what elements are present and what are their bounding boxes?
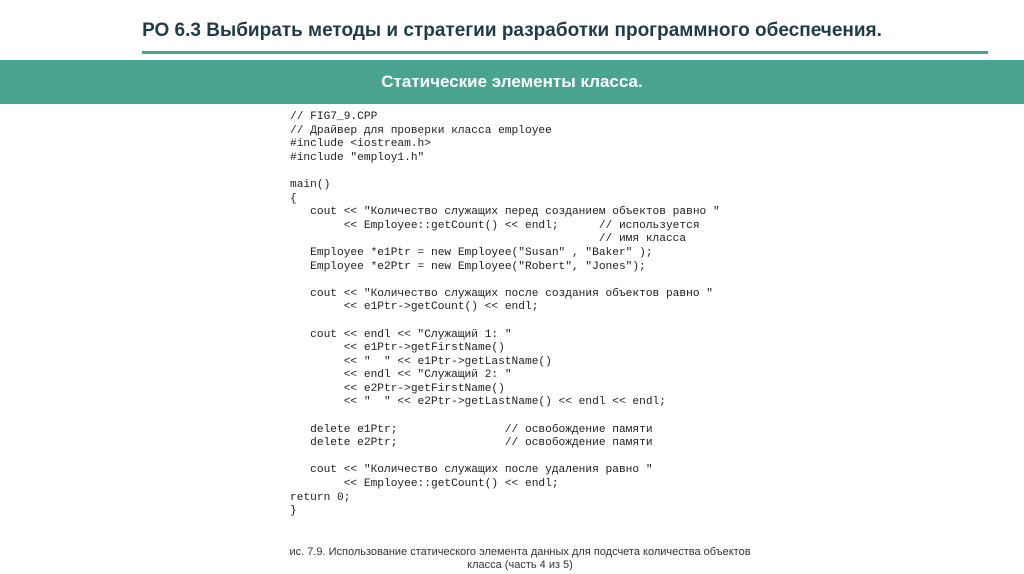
code-line: // Драйвер для проверки класса employee: [290, 124, 552, 137]
code-line: << endl << "Служащий 2: ": [290, 369, 512, 382]
code-line: return 0;: [290, 491, 351, 504]
code-line: Employee *e1Ptr = new Employee("Susan" , "Baker" );: [290, 246, 653, 259]
code-line: [290, 410, 720, 424]
code-line: cout << "Количество служащих перед созданием объектов равно ": [290, 206, 720, 219]
figure-caption-line-2: класса (часть 4 из 5): [467, 559, 573, 571]
title-divider: [142, 51, 988, 54]
code-line: << Employee::getCount() << endl;: [290, 478, 559, 491]
code-line: cout << "Количество служащих после создания объектов равно ": [290, 287, 713, 300]
code-line: << e1Ptr->getFirstName(): [290, 342, 505, 355]
code-line: [290, 315, 720, 329]
code-line: {: [290, 192, 297, 205]
code-line: << e2Ptr->getFirstName(): [290, 382, 505, 395]
slide-title: РО 6.3 Выбирать методы и стратегии разработки программного обеспечения.: [142, 20, 882, 41]
code-line: << Employee::getCount() << endl; // используется: [290, 219, 700, 232]
code-line: delete e2Ptr; // освобождение памяти: [290, 437, 653, 450]
figure-caption-line-1: ис. 7.9. Использование статического элемента данных для подсчета количества объектов: [289, 546, 751, 558]
code-line: << " " << e1Ptr->getLastName(): [290, 355, 552, 368]
code-line: Employee *e2Ptr = new Employee("Robert", "Jones");: [290, 260, 646, 273]
code-line: #include "employ1.h": [290, 151, 425, 164]
code-line: cout << "Количество служащих после удаления равно ": [290, 464, 653, 477]
code-listing: [290, 111, 720, 519]
code-line: cout << endl << "Служащий 1: ": [290, 328, 512, 341]
code-line: #include <iostream.h>: [290, 138, 431, 151]
code-line: // имя класса: [290, 233, 687, 246]
code-line: main(): [290, 178, 331, 191]
figure-caption: [270, 546, 770, 572]
code-line: [290, 274, 720, 288]
code-line: }: [290, 505, 297, 518]
code-line: // FIG7_9.CPP: [290, 111, 378, 123]
code-line: << e1Ptr->getCount() << endl;: [290, 301, 539, 314]
code-line: [290, 451, 720, 465]
code-line: [290, 165, 720, 179]
code-line: delete e1Ptr; // освобождение памяти: [290, 423, 653, 436]
section-banner: Статические элементы класса.: [0, 60, 1024, 104]
code-line: << " " << e2Ptr->getLastName() << endl << endl;: [290, 396, 666, 409]
